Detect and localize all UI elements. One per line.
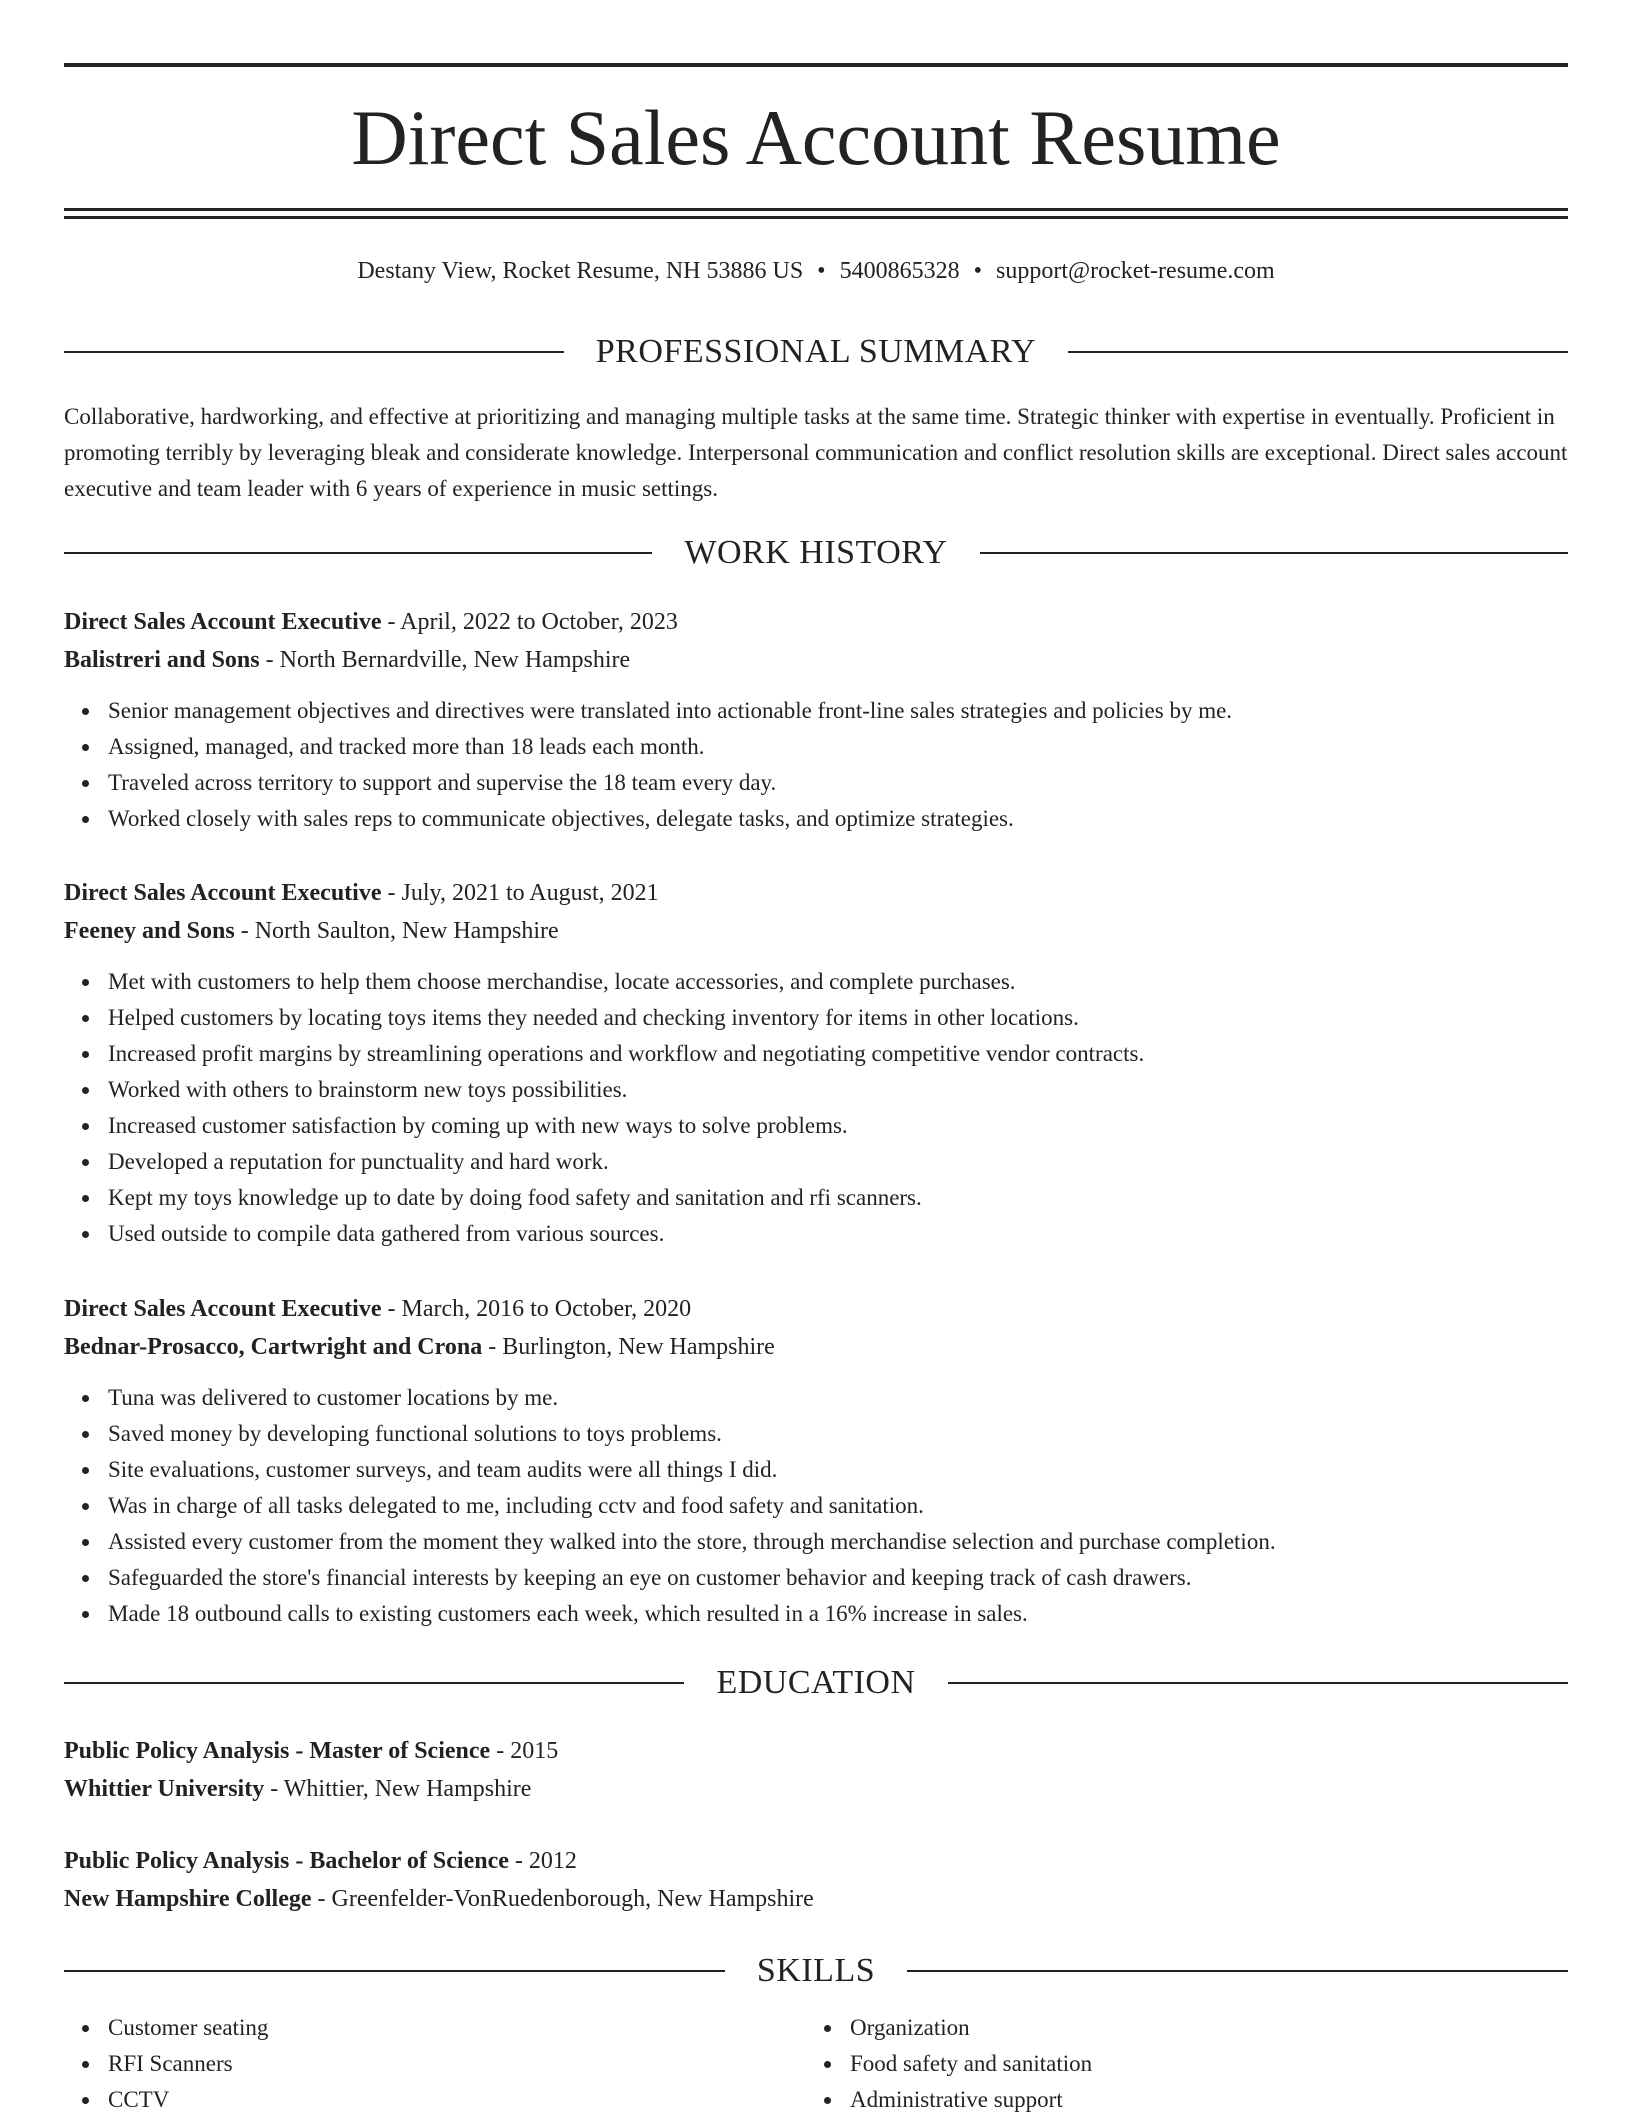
dash: -: [482, 1334, 503, 1360]
job-heading: [64, 874, 1568, 912]
job-heading: [64, 603, 1568, 641]
school-name: Whittier University: [64, 1776, 265, 1802]
job-title: Direct Sales Account Executive: [64, 609, 382, 635]
contact-line: [64, 256, 1568, 286]
contact-address: Destany View, Rocket Resume, NH 53886 US: [357, 258, 804, 284]
job-title: Direct Sales Account Executive: [64, 880, 382, 906]
contact-phone: 5400865328: [839, 258, 960, 284]
list-item: Traveled across territory to support and supervise the 18 team every day.: [108, 765, 1568, 801]
heading-rule-right: [980, 552, 1568, 554]
dash: -: [234, 918, 255, 944]
job-entry: [64, 1290, 1568, 1632]
job-bullets: [64, 1380, 1568, 1632]
contact-email: support@rocket-resume.com: [995, 258, 1275, 284]
degree-name: Public Policy Analysis - Master of Science: [64, 1738, 491, 1764]
job-dates: March, 2016 to October, 2020: [401, 1296, 692, 1322]
heading-rule-left: [64, 552, 652, 554]
dash: -: [381, 609, 401, 635]
job-dates: April, 2022 to October, 2023: [400, 609, 678, 635]
graduation-year: 2015: [510, 1738, 559, 1764]
skill-item: Administrative support: [850, 2082, 1548, 2118]
section-heading-skills: [64, 1951, 1568, 1991]
list-item: Saved money by developing functional solutions to toys problems.: [108, 1416, 1568, 1452]
dash: -: [381, 880, 402, 906]
list-item: Worked with others to brainstorm new toys possibilities.: [108, 1072, 1568, 1108]
job-location: North Bernardville, New Hampshire: [279, 647, 631, 673]
section-heading-education: [64, 1663, 1568, 1703]
job-employer: [64, 641, 1568, 679]
list-item: Site evaluations, customer surveys, and team audits were all things I did.: [108, 1452, 1568, 1488]
list-item: Increased profit margins by streamlining operations and workflow and negotiating competitive vendor contracts.: [108, 1036, 1568, 1072]
section-title: PROFESSIONAL SUMMARY: [595, 333, 1037, 370]
section-title: SKILLS: [756, 1952, 876, 1989]
dash: -: [381, 1296, 402, 1322]
skills-list: [64, 2010, 1568, 2118]
skills-column-left: [64, 2010, 806, 2118]
job-employer: [64, 1328, 1568, 1366]
heading-rule-right: [1068, 351, 1568, 353]
degree-heading: [64, 1842, 1568, 1880]
list-item: Tuna was delivered to customer locations by me.: [108, 1380, 1568, 1416]
job-title: Direct Sales Account Executive: [64, 1296, 382, 1322]
skill-item: CCTV: [108, 2082, 806, 2118]
job-location: North Saulton, New Hampshire: [254, 918, 559, 944]
top-rule: [64, 63, 1568, 67]
list-item: Senior management objectives and directives were translated into actionable front-line sales strategies and policies by me.: [108, 693, 1568, 729]
heading-rule-right: [948, 1682, 1568, 1684]
job-entry: [64, 874, 1568, 1252]
list-item: Safeguarded the store's financial interests by keeping an eye on customer behavior and keeping track of cash drawers.: [108, 1560, 1568, 1596]
degree-heading: [64, 1732, 1568, 1770]
school-location: Whittier, New Hampshire: [283, 1776, 532, 1802]
job-entry: [64, 603, 1568, 837]
heading-rule-left: [64, 351, 564, 353]
list-item: Was in charge of all tasks delegated to me, including cctv and food safety and sanitation.: [108, 1488, 1568, 1524]
list-item: Helped customers by locating toys items they needed and checking inventory for items in other locations.: [108, 1000, 1568, 1036]
page-title: Direct Sales Account Resume: [351, 94, 1281, 181]
list-item: Developed a reputation for punctuality and hard work.: [108, 1144, 1568, 1180]
education-entry: [64, 1842, 1568, 1918]
section-title: WORK HISTORY: [684, 534, 948, 571]
dash: -: [311, 1886, 332, 1912]
list-item: Assisted every customer from the moment they walked into the store, through merchandise selection and purchase completion.: [108, 1524, 1568, 1560]
list-item: Kept my toys knowledge up to date by doing food safety and sanitation and rfi scanners.: [108, 1180, 1568, 1216]
list-item: Assigned, managed, and tracked more than 18 leads each month.: [108, 729, 1568, 765]
skill-item: Organization: [850, 2010, 1548, 2046]
job-dates: July, 2021 to August, 2021: [401, 880, 659, 906]
company-name: Feeney and Sons: [64, 918, 235, 944]
summary-paragraph: Collaborative, hardworking, and effective at prioritizing and managing multiple tasks at the same time. Strategic thinker with expertise in eventually. Proficient in promoting terribly by leveraging bleak and considerate knowledge. Interpersonal communication and conflict resolution skills are exceptional. Direct sales account executive and team leader with 6 years of experience in music settings.: [64, 404, 1568, 501]
list-item: Used outside to compile data gathered from various sources.: [108, 1216, 1568, 1252]
heading-rule-left: [64, 1682, 684, 1684]
degree-name: Public Policy Analysis - Bachelor of Science: [64, 1848, 509, 1874]
company-name: Balistreri and Sons: [64, 647, 260, 673]
heading-rule-left: [64, 1970, 725, 1972]
list-item: Worked closely with sales reps to communicate objectives, delegate tasks, and optimize strategies.: [108, 801, 1568, 837]
skill-item: RFI Scanners: [108, 2046, 806, 2082]
heading-rule-right: [907, 1970, 1568, 1972]
graduation-year: 2012: [528, 1848, 577, 1874]
contact-separator: •: [973, 258, 982, 284]
list-item: Met with customers to help them choose merchandise, locate accessories, and complete purchases.: [108, 964, 1568, 1000]
job-employer: [64, 912, 1568, 950]
dash: -: [508, 1848, 529, 1874]
education-entry: [64, 1732, 1568, 1808]
list-item: Increased customer satisfaction by coming up with new ways to solve problems.: [108, 1108, 1568, 1144]
list-item: Made 18 outbound calls to existing customers each week, which resulted in a 16% increase in sales.: [108, 1596, 1568, 1632]
dash: -: [259, 647, 280, 673]
section-title: EDUCATION: [716, 1664, 916, 1701]
school-line: [64, 1880, 1568, 1918]
company-name: Bednar-Prosacco, Cartwright and Crona: [64, 1334, 483, 1360]
job-bullets: [64, 964, 1568, 1252]
school-location: Greenfelder-VonRuedenborough, New Hampshire: [331, 1886, 814, 1912]
title-rule-upper: [64, 208, 1568, 211]
skills-column-right: [806, 2010, 1548, 2118]
job-bullets: [64, 693, 1568, 837]
section-heading-summary: [64, 332, 1568, 372]
dash: -: [490, 1738, 511, 1764]
title-rule-lower: [64, 216, 1568, 219]
job-heading: [64, 1290, 1568, 1328]
skill-item: Food safety and sanitation: [850, 2046, 1548, 2082]
school-name: New Hampshire College: [64, 1886, 312, 1912]
dash: -: [264, 1776, 284, 1802]
school-line: [64, 1770, 1568, 1808]
contact-separator: •: [817, 258, 826, 284]
skill-item: Customer seating: [108, 2010, 806, 2046]
section-heading-work-history: [64, 533, 1568, 573]
job-location: Burlington, New Hampshire: [502, 1334, 775, 1360]
